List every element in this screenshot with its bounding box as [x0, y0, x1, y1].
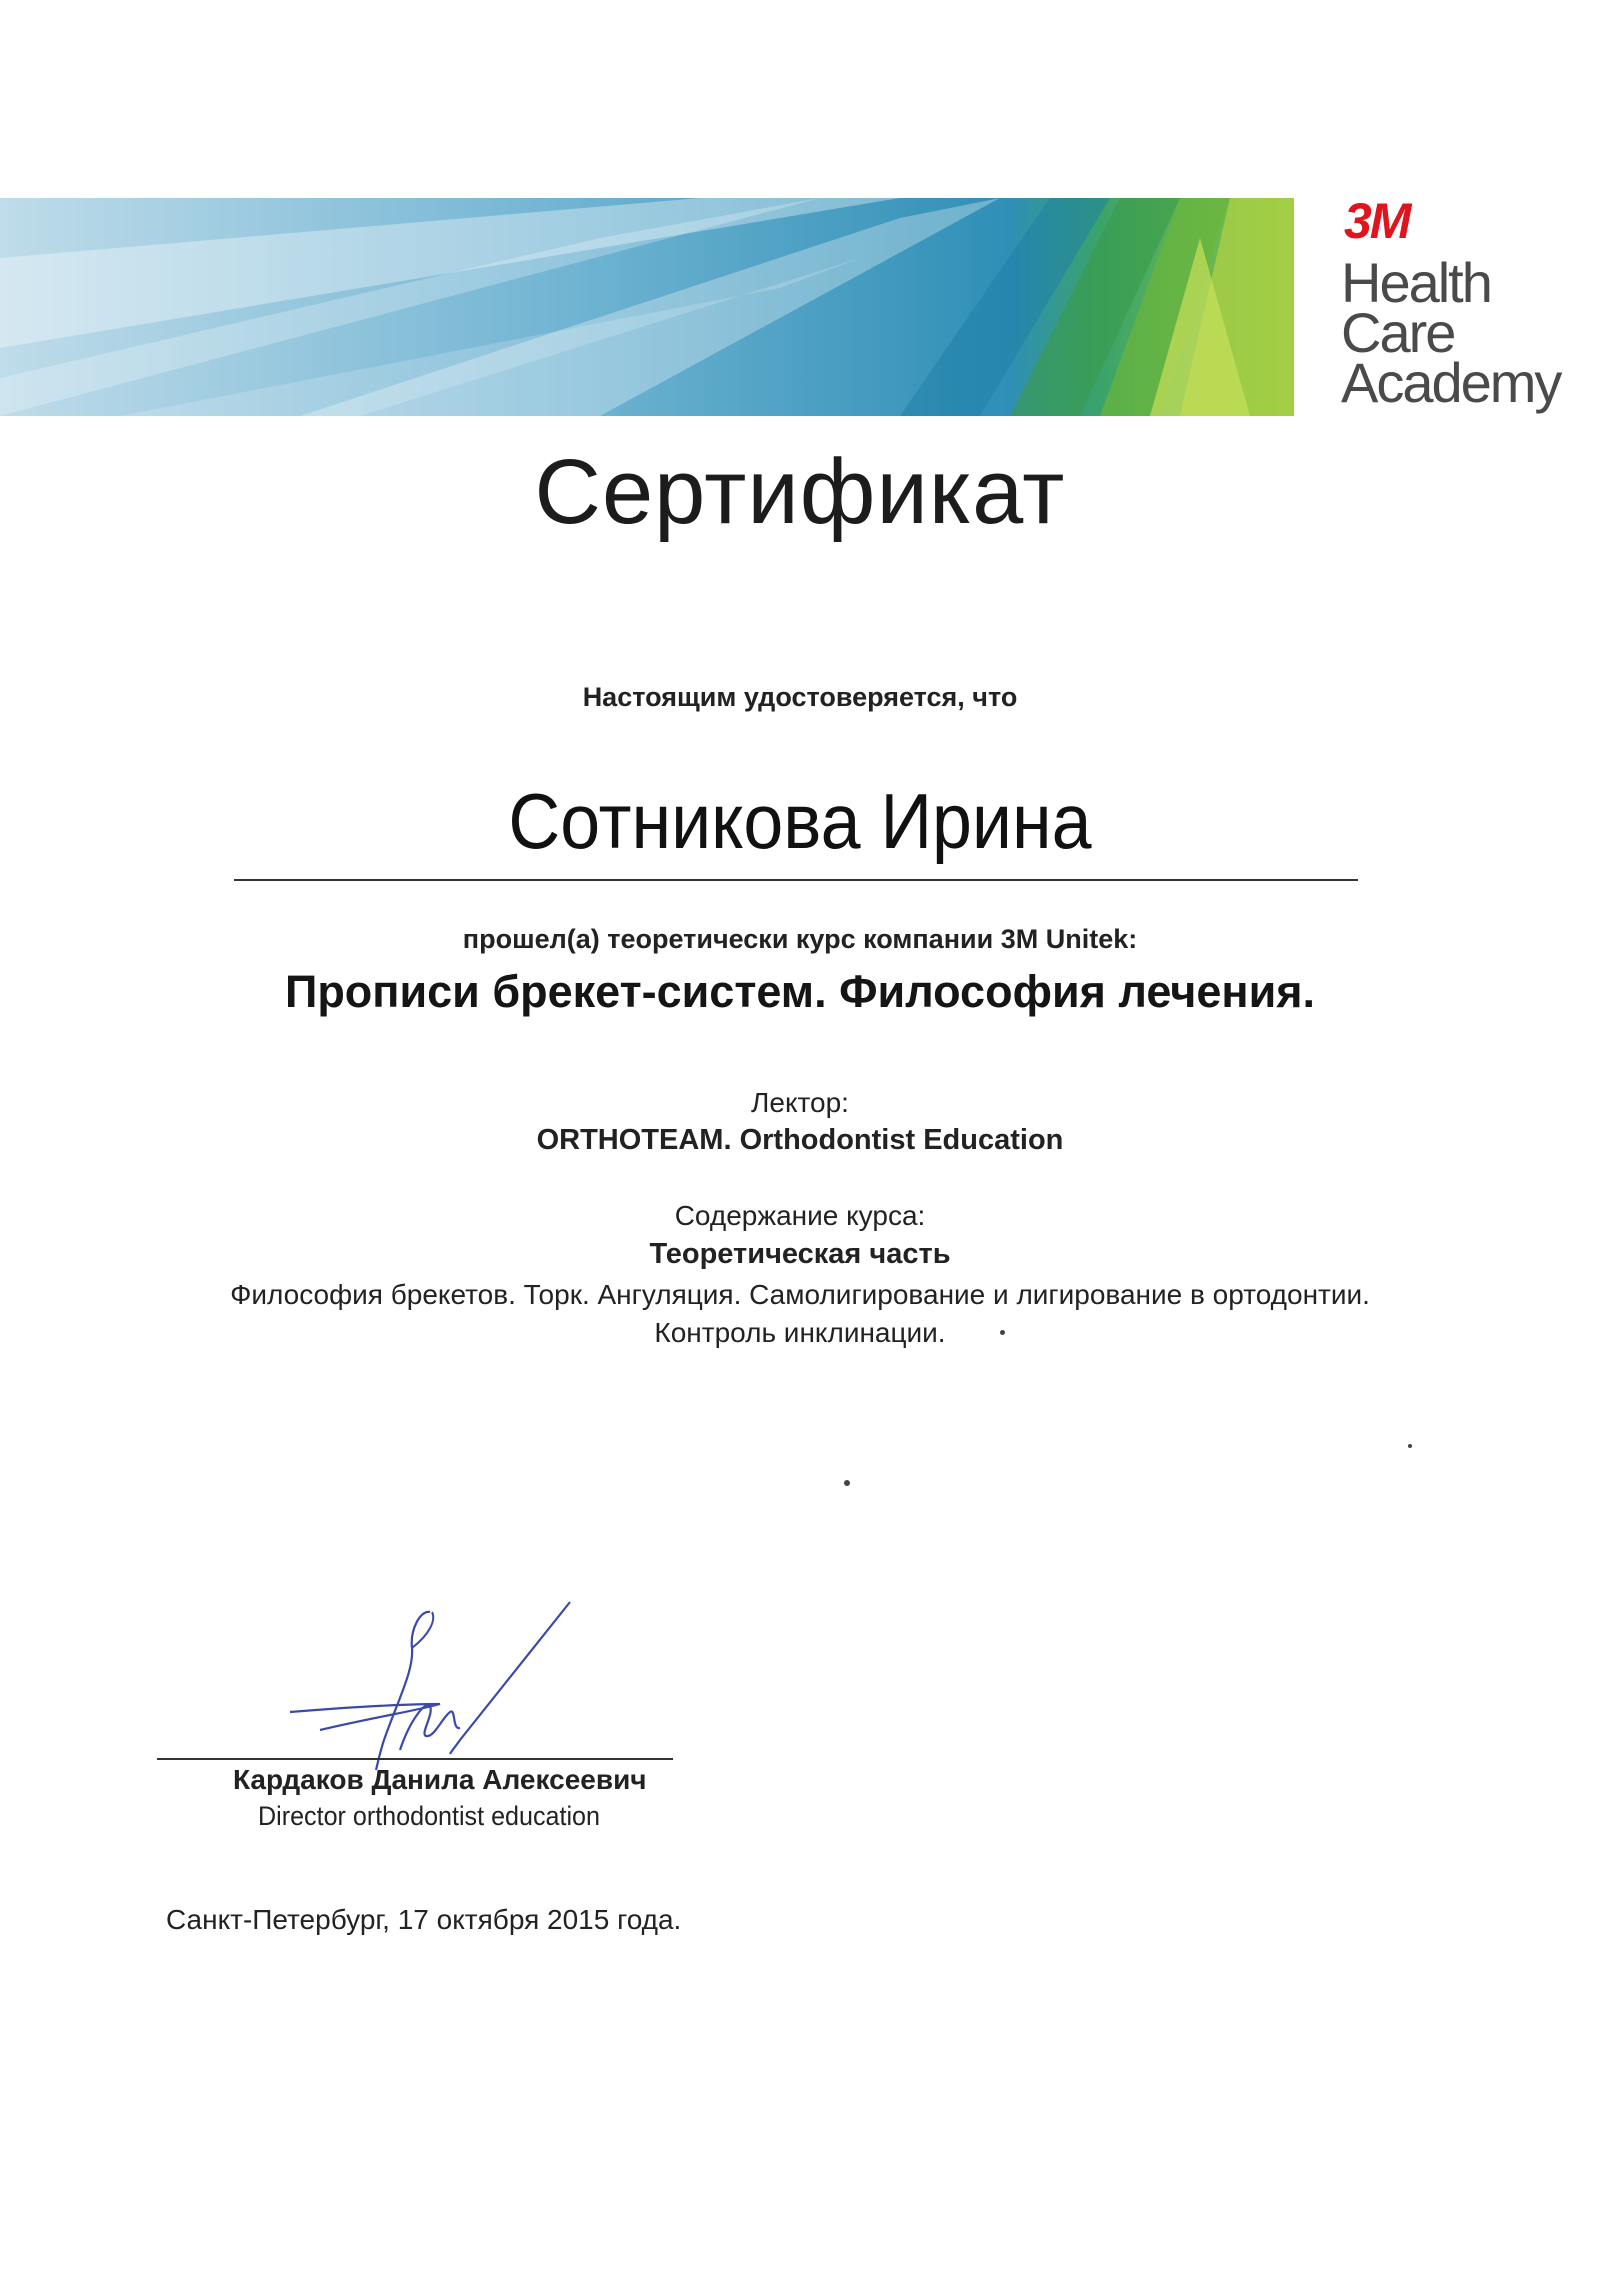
header-banner [0, 198, 1294, 416]
course-content-label: Содержание курса: [674, 1200, 926, 1231]
recipient-name: Сотникова Ирина [508, 777, 1092, 865]
logo-line-care: Care [1341, 301, 1455, 364]
handwritten-signature [280, 1600, 590, 1780]
place-and-date: Санкт-Петербург, 17 октября 2015 года. [166, 1904, 682, 1935]
signatory-role: Director orthodontist education [258, 1801, 600, 1831]
brand-logo-text [1341, 251, 1561, 414]
course-content-text [0, 1276, 1600, 1352]
logo-line-health: Health [1341, 251, 1491, 314]
recipient-underline [234, 879, 1358, 881]
certificate-intro: Настоящим удостоверяется, что [582, 682, 1018, 712]
brand-logo-3m: 3M [1344, 193, 1410, 249]
passed-course-text: прошел(а) теоретически курс компании 3М Unitek: [462, 924, 1138, 954]
course-content-line-1: Философия брекетов. Торк. Ангуляция. Самолигирование и лигирование в ортодонтии. [230, 1279, 1370, 1310]
lector-name: ORTHOTEAM. Orthodontist Education [536, 1124, 1064, 1156]
lector-label: Лектор: [751, 1087, 849, 1118]
logo-line-academy: Academy [1341, 351, 1561, 414]
scan-speck [1000, 1330, 1005, 1335]
scan-speck [1408, 1444, 1412, 1448]
scan-speck [844, 1480, 850, 1486]
signatory-name: Кардаков Данила Алексеевич [233, 1764, 647, 1795]
certificate-title: Сертификат [534, 441, 1066, 543]
course-title: Прописи брекет-систем. Философия лечения. [284, 966, 1316, 1017]
course-content-line-2: Контроль инклинации. [654, 1317, 946, 1348]
signature-line [157, 1758, 673, 1760]
course-content-part: Теоретическая часть [649, 1238, 951, 1270]
